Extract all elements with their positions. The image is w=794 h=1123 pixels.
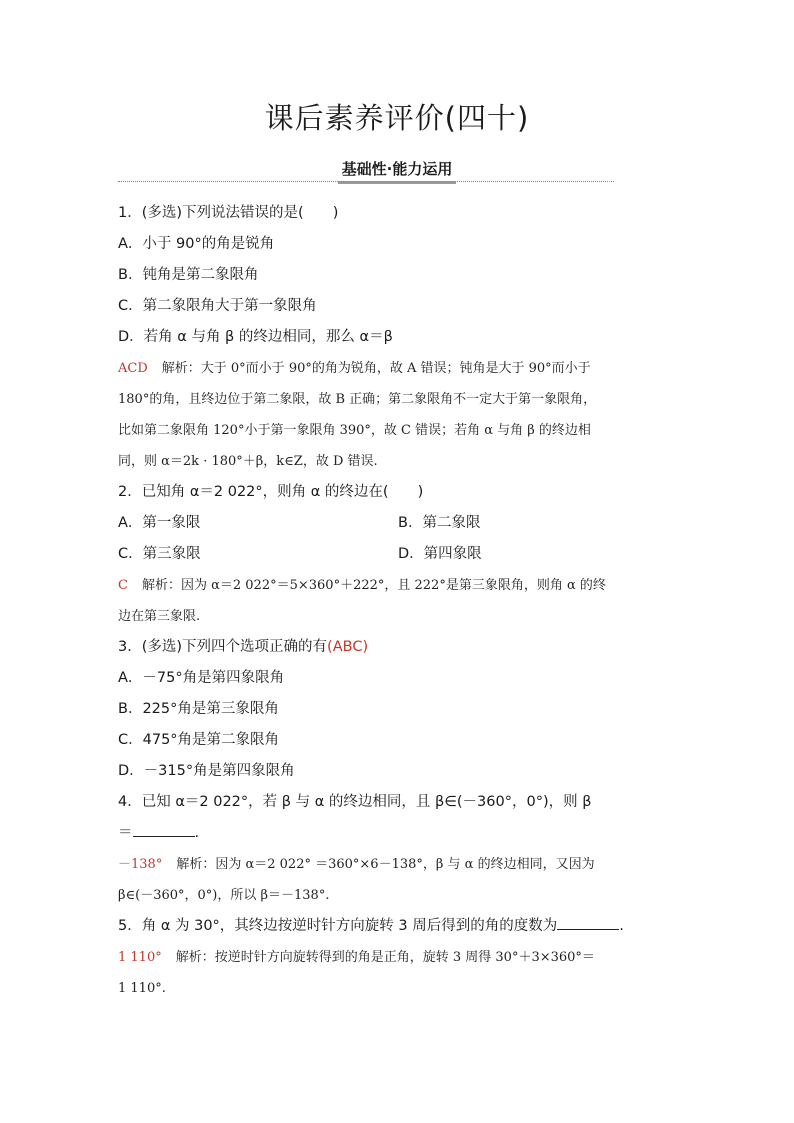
question-2-option-d: D．第四象限 — [398, 546, 482, 562]
analysis-text: 按逆时针方向旋转得到的角是正角，旋转 3 周得 30°＋3×360°＝ — [214, 950, 595, 965]
question-3-stem — [118, 632, 678, 663]
question-5-analysis-line-2: 1 110°. — [118, 981, 166, 996]
question-2-analysis-line-1 — [118, 570, 678, 601]
question-1-analysis-line-2: 180°的角，且终边位于第二象限，故 B 正确；第二象限角不一定大于第一象限角， — [118, 392, 597, 407]
question-1-option-a: A．小于 90°的角是锐角 — [118, 236, 275, 252]
question-4-stem-line-1: 4．已知 α＝2 022°，若 β 与 α 的终边相同，且 β∈(－360°，0°)，则 β — [118, 794, 592, 810]
question-5 — [118, 911, 678, 1004]
question-1-option-b: B．钝角是第二象限角 — [118, 267, 259, 283]
question-1 — [118, 198, 678, 477]
question-3-answer: (ABC) — [327, 639, 369, 655]
question-2 — [118, 477, 678, 632]
question-2-option-c: C．第三象限 — [118, 546, 201, 562]
question-2-answer: C — [118, 578, 128, 593]
question-5-stem-text: 5．角 α 为 30°，其终边按逆时针方向旋转 3 周后得到的角的度数为 — [118, 918, 558, 934]
question-5-period: . — [619, 918, 624, 934]
question-1-stem: 1．(多选)下列说法错误的是( ) — [118, 205, 339, 221]
analysis-label: 解析： — [161, 361, 201, 376]
question-2-option-a: A．第一象限 — [118, 515, 201, 531]
section-heading: 基础性·能力运用 — [338, 158, 457, 184]
question-2-options-row-2 — [118, 539, 678, 570]
question-1-analysis-line-4: 同，则 α＝2k · 180°＋β，k∈Z，故 D 错误. — [118, 454, 378, 469]
analysis-label: 解析： — [141, 578, 181, 593]
question-5-answer: 1 110° — [118, 950, 162, 965]
question-4 — [118, 787, 678, 911]
question-2-analysis-line-2: 边在第三象限. — [118, 609, 201, 624]
question-1-analysis-line-1 — [118, 353, 678, 384]
question-3-option-c: C．475°角是第二象限角 — [118, 732, 280, 748]
analysis-label: 解析： — [175, 950, 215, 965]
question-4-stem-line-2 — [118, 818, 678, 849]
question-1-analysis-line-3: 比如第二象限角 120°小于第一象限角 390°，故 C 错误；若角 α 与角 β 的终边相 — [118, 423, 591, 438]
analysis-text: 大于 0°而小于 90°的角为锐角，故 A 错误；钝角是大于 90°而小于 — [200, 361, 591, 376]
question-4-analysis-line-2: β∈(－360°，0°)，所以 β＝－138°. — [118, 888, 330, 903]
question-3-stem-text: 3．(多选)下列四个选项正确的有 — [118, 639, 328, 655]
answer-blank — [557, 915, 619, 930]
answer-blank — [133, 822, 195, 837]
analysis-label: 解析： — [176, 857, 216, 872]
question-4-period: . — [194, 825, 200, 841]
question-1-option-d: D．若角 α 与角 β 的终边相同，那么 α＝β — [118, 329, 393, 345]
page-title: 课后素养评价(四十) — [264, 101, 530, 135]
question-4-analysis-line-1 — [118, 849, 678, 880]
question-4-equals: ＝ — [118, 825, 133, 841]
question-4-answer: －138° — [118, 857, 163, 872]
question-2-stem: 2．已知角 α＝2 022°，则角 α 的终边在( ) — [118, 484, 424, 500]
question-3-option-d: D．－315°角是第四象限角 — [118, 763, 295, 779]
analysis-text: 因为 α＝2 022° ＝360°×6－138°，β 与 α 的终边相同，又因为 — [215, 857, 595, 872]
question-5-analysis-line-1 — [118, 942, 678, 973]
question-1-option-c: C．第二象限角大于第一象限角 — [118, 298, 317, 314]
exercise-content — [118, 198, 678, 1004]
question-3 — [118, 632, 678, 787]
question-2-option-b: B．第二象限 — [398, 515, 481, 531]
question-3-option-b: B．225°角是第三象限角 — [118, 701, 279, 717]
analysis-text: 因为 α＝2 022°＝5×360°＋222°，且 222°是第三象限角，则角 α 的终 — [180, 578, 606, 593]
question-2-options-row-1 — [118, 508, 678, 539]
question-3-option-a: A．－75°角是第四象限角 — [118, 670, 285, 686]
question-1-answer: ACD — [118, 361, 148, 376]
question-5-stem — [118, 911, 678, 942]
dotted-divider — [118, 181, 614, 182]
